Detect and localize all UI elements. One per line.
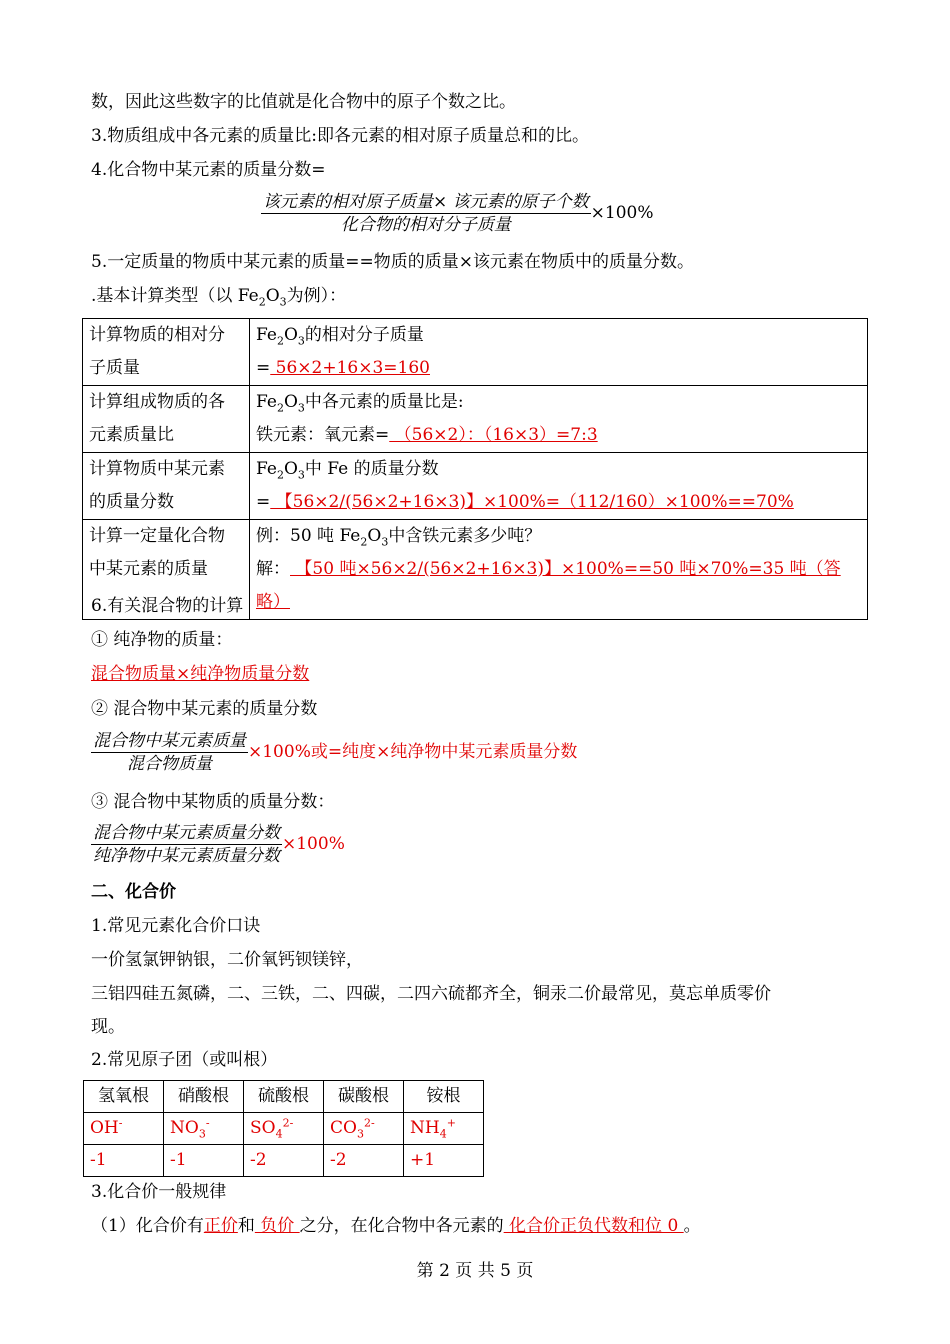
table-row: -1 -1 -2 -2 +1 — [84, 1145, 484, 1177]
calc-types-table — [82, 318, 868, 620]
section-heading: 二、化合价 — [91, 882, 176, 902]
text-line: 2.常见原子团（或叫根） — [91, 1050, 278, 1070]
table-cell: 计算组成物质的各 元素质量比 — [83, 386, 250, 453]
table-cell: 计算物质的相对分 子质量 — [83, 319, 250, 386]
text-line: 5.一定质量的物质中某元素的质量==物质的质量×该元素在物质中的质量分数。 — [91, 252, 694, 272]
formula-numerator: 该元素的相对原子质量× 该元素的原子个数 — [263, 192, 589, 212]
text-line: .基本计算类型（以 $Fe_2O_3$为例）： — [91, 286, 347, 309]
table-row: OH- $NO_3^-$ $SO_4^{2-}$ $CO_3^{2-}$ $NH_4^+$ — [84, 1113, 484, 1145]
mixture-substance-formula: $\frac{\text{混合物中某元素质量分数}}{\text{纯净物中某元素质量分数}}$ ×100% — [93, 823, 345, 866]
table-row — [83, 386, 868, 453]
text-line: 1.常见元素化合价口诀 — [91, 916, 261, 936]
formula-denominator: 化合物的相对分子质量 — [340, 215, 511, 235]
text-line: ① 纯净物的质量： — [91, 630, 233, 650]
table-cell: 计算物质中某元素 的质量分数 — [83, 453, 250, 520]
text-line: 数，因此这些数字的比值就是化合物中的原子个数之比。 — [91, 92, 516, 112]
table-row — [83, 453, 868, 520]
text-line: 4.化合物中某元素的质量分数= — [91, 160, 326, 180]
page-footer: 第 2 页 共 5 页 — [416, 1261, 534, 1281]
text-line: ③ 混合物中某物质的质量分数： — [91, 792, 335, 812]
table-cell: 计算一定量化合物 中某元素的质量 — [83, 520, 250, 620]
table-cell: 例：50 吨 $Fe_2O_3$中含铁元素多少吨？ 解： 【50 吨×56×2/(56×2+16×3)】×100%==50 吨×70%=35 吨（答略） — [250, 520, 868, 620]
table-row: 氢氧根 硝酸根 硫酸根 碳酸根 铵根 — [84, 1081, 484, 1113]
formula-tail: ×100% — [590, 203, 654, 223]
table-cell: $Fe_2O_3$中各元素的质量比是: 铁元素：氧元素= （56×2）：（16×3）=7:3 — [250, 386, 868, 453]
text-line: 3.物质组成中各元素的质量比:即各元素的相对原子质量总和的比。 — [91, 126, 589, 146]
text-line: （1）化合价有正价和 负价 之分，在化合物中各元素的 化合价正负代数和位 0 。 — [91, 1216, 701, 1236]
table-cell: $Fe_2O_3$中 Fe 的质量分数 = 【56×2/(56×2+16×3)】×100%=（112/160）×100%==70% — [250, 453, 868, 520]
table-cell: $Fe_2O_3$的相对分子质量 = 56×2+16×3=160 — [250, 319, 868, 386]
text-line: 现。 — [91, 1017, 125, 1037]
text-line: 三铝四硅五氮磷，二、三铁，二、四碳，二四六硫都齐全，铜汞二价最常见，莫忘单质零价 — [91, 984, 771, 1004]
answer-line: 混合物质量×纯净物质量分数 — [91, 664, 310, 684]
mass-fraction-formula — [261, 191, 654, 236]
section-title: 6.有关混合物的计算 — [91, 596, 244, 616]
radical-table — [83, 1080, 484, 1177]
text-line: 3.化合价一般规律 — [91, 1182, 227, 1202]
text-line: ② 混合物中某元素的质量分数 — [91, 699, 318, 719]
table-row — [83, 319, 868, 386]
text-line: 一价氢氯钾钠银，二价氧钙钡镁锌， — [91, 950, 363, 970]
mixture-element-formula: $\frac{\text{混合物中某元素质量}}{\text{混合物质量}}$ ×100%或=纯度×纯净物中某元素质量分数 — [93, 731, 578, 774]
